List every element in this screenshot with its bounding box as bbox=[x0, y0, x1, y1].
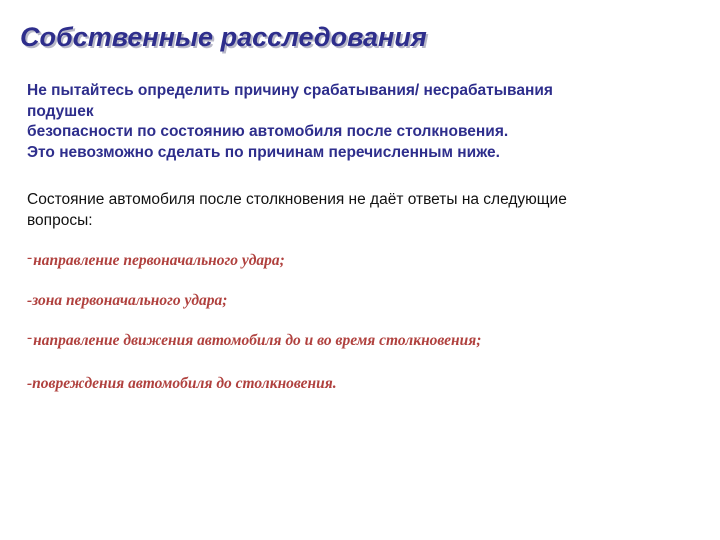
slide-title: Собственные расследования bbox=[20, 22, 427, 52]
state-paragraph bbox=[27, 190, 687, 231]
state-line: вопросы: bbox=[27, 211, 93, 229]
warning-line: подушек bbox=[27, 102, 94, 120]
warning-paragraph bbox=[27, 81, 667, 163]
state-line: Состояние автомобиля после столкновения не даёт ответы на следующие bbox=[27, 191, 567, 208]
list-item bbox=[27, 292, 227, 310]
list-dash: - bbox=[27, 329, 33, 346]
list-item bbox=[27, 249, 285, 270]
warning-line: Это невозможно сделать по причинам перечисленным ниже. bbox=[27, 143, 500, 161]
list-item-text: направление первоначального удара; bbox=[33, 252, 285, 269]
list-dash: - bbox=[27, 375, 33, 392]
list-item-text: повреждения автомобиля до столкновения. bbox=[32, 375, 337, 392]
warning-line: безопасности по состоянию автомобиля после столкновения. bbox=[27, 123, 509, 140]
list-item-text: направление движения автомобиля до и во время столкновения; bbox=[33, 332, 482, 349]
list-dash: - bbox=[27, 249, 33, 266]
list-item bbox=[27, 375, 337, 393]
list-dash: - bbox=[27, 292, 33, 309]
list-item-text: зона первоначального удара; bbox=[32, 292, 228, 309]
list-item bbox=[27, 329, 482, 350]
warning-line: Не пытайтесь определить причину срабатывания/ несрабатывания bbox=[27, 82, 553, 99]
